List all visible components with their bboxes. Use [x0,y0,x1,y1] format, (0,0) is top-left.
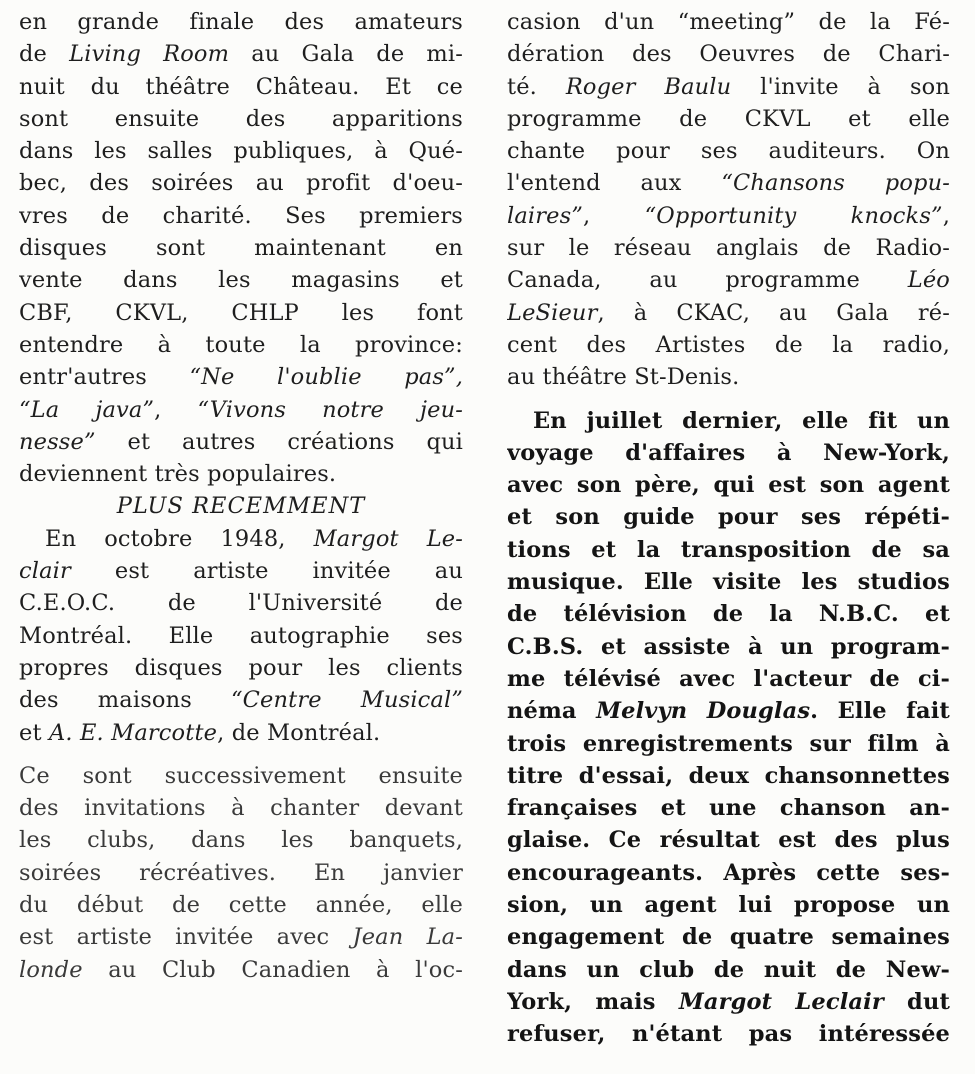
text-line: trois enregistrements sur film à [507,730,950,757]
text-line: musique. Elle visite les studios [507,569,950,596]
text-line: l'entend aux “Chansons popu- [507,170,950,197]
text-line: françaises et une chanson an- [507,795,950,822]
text-line: et A. E. Marcotte, de Montréal. [19,719,381,746]
text-line: soirées récréatives. En janvier [19,859,463,886]
text-line: dans un club de nuit de New- [507,956,950,983]
text-line: deviennent très populaires. [19,461,337,488]
text-line: titre d'essai, deux chansonnettes [507,762,950,789]
text-line: en grande finale des amateurs [19,9,463,35]
text-line: entendre à toute la province: [19,331,463,358]
text-line: me télévisé avec l'acteur de ci- [507,665,950,692]
text-line: les clubs, dans les banquets, [19,827,463,854]
right-paragraph-1 [507,6,950,394]
text-line: cent des Artistes de la radio, [507,331,950,358]
text-line: té. Roger Baulu l'invite à son [507,73,950,100]
text-line: CBF, CKVL, CHLP les font [19,299,463,326]
text-line: bec, des soirées au profit d'oeu- [19,170,463,197]
text-line: glaise. Ce résultat est des plus [507,827,950,854]
text-line: programme de CKVL et elle [507,105,950,132]
text-line: nuit du théâtre Château. Et ce [19,73,463,100]
left-paragraph-2 [19,523,463,749]
text-line: de télévision de la N.B.C. et [507,601,950,628]
text-line: du début de cette année, elle [19,892,463,919]
text-line: néma Melvyn Douglas. Elle fait [507,698,950,725]
text-line: propres disques pour les clients [19,654,463,681]
text-line: clair est artiste invitée au [19,558,463,585]
text-line: C.E.O.C. de l'Université de [19,590,463,617]
text-line: sur le réseau anglais de Radio- [507,235,950,262]
text-line: dération des Oeuvres de Chari- [507,41,950,68]
left-paragraph-3 [19,760,463,986]
text-line: avec son père, qui est son agent [507,472,950,499]
right-paragraph-2 [507,405,950,1051]
text-line: de Living Room au Gala de mi- [19,41,463,68]
text-line: vres de charité. Ses premiers [19,202,463,229]
text-line: et son guide pour ses répéti- [507,504,950,531]
text-line: LeSieur, à CKAC, au Gala ré- [507,299,950,326]
text-line: au théâtre St-Denis. [507,364,740,391]
text-line: londe au Club Canadien à l'oc- [19,956,463,983]
text-line: voyage d'affaires à New-York, [507,439,950,466]
text-line: En juillet dernier, elle fit un [533,407,950,434]
text-line: sion, un agent lui propose un [507,892,950,919]
text-line: Canada, au programme Léo [507,267,950,294]
text-line: disques sont maintenant en [19,235,463,262]
text-line: encourageants. Après cette ses- [507,859,950,886]
text-line: En octobre 1948, Margot Le- [45,525,463,552]
text-line: Montréal. Elle autographie ses [19,622,463,649]
text-line: dans les salles publiques, à Qué- [19,138,463,165]
text-line: C.B.S. et assiste à un program- [507,633,950,660]
text-line: Ce sont successivement ensuite [19,762,463,789]
text-line: nesse” et autres créations qui [19,428,463,455]
text-line: refuser, n'étant pas intéressée [507,1021,950,1048]
right-column [507,6,950,1051]
text-line: laires”, “Opportunity knocks”, [507,202,950,229]
left-paragraph-1 [19,6,463,490]
section-heading: PLUS RECEMMENT [116,493,366,520]
text-line: York, mais Margot Leclair dut [507,988,950,1015]
text-line: “La java”, “Vivons notre jeu- [19,396,463,423]
text-line: est artiste invitée avec Jean La- [19,924,463,951]
left-column [19,6,463,986]
text-line: entr'autres “Ne l'oublie pas”, [19,364,463,391]
text-line: engagement de quatre semaines [507,924,950,951]
text-line: casion d'un “meeting” de la Fé- [507,9,950,35]
text-line: des invitations à chanter devant [19,795,463,822]
text-line: sont ensuite des apparitions [19,105,463,132]
text-line: vente dans les magasins et [19,267,463,294]
text-line: chante pour ses auditeurs. On [507,138,950,165]
text-line: tions et la transposition de sa [507,536,950,563]
text-line: des maisons “Centre Musical” [19,687,463,714]
